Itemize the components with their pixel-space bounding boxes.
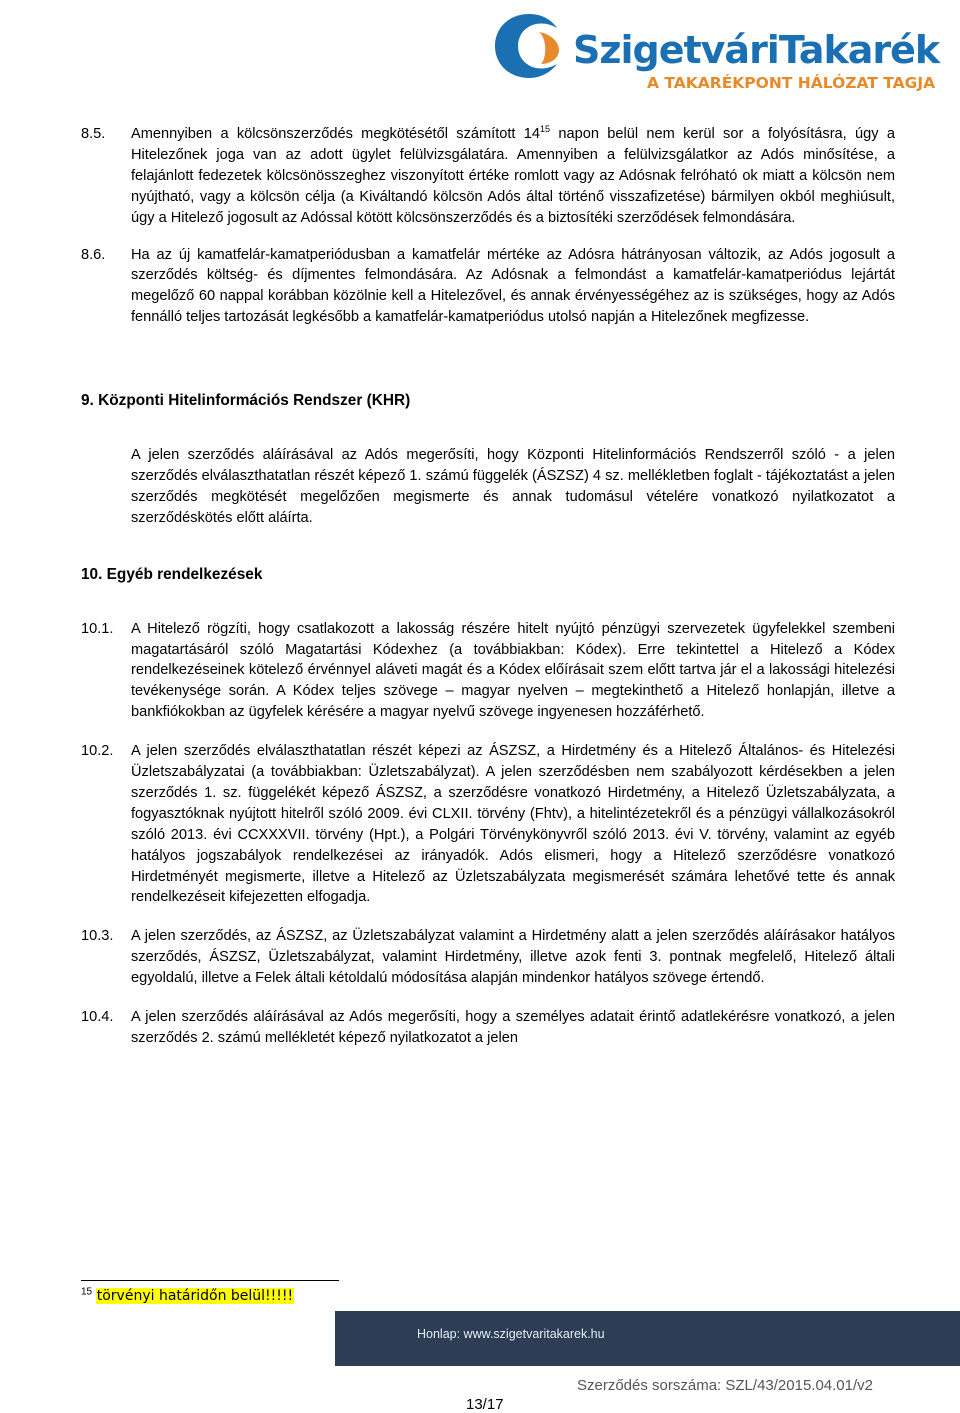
contract-reference: Szerződés sorszáma: SZL/43/2015.04.01/v2 xyxy=(577,1377,874,1394)
section-10-3 xyxy=(81,926,895,989)
section-text-part: Amennyiben a kölcsönszerződés megkötésétől számított 14 xyxy=(131,126,541,142)
brand-tagline: A TAKARÉKPONT HÁLÓZAT TAGJA xyxy=(647,74,936,92)
section-text: A jelen szerződés, az ÁSZSZ, az Üzletszabályzat valamint a Hirdetmény alatt a jelen szerződés aláírásakor hatályos szerződés, ÁSZSZ, Üzletszabályzat, valamint Hirdetmény, illetve azok fenti 3. pontnak megfelelő, Hitelező általi egyoldalú, illetve a Felek általi kétoldalú módosítása alapján mindenkor hatályos szövege értendő. xyxy=(131,928,895,987)
footnote xyxy=(81,1288,294,1304)
section-number: 10.4. xyxy=(81,1009,114,1026)
brand-logo xyxy=(485,8,955,96)
brand-name: SzigetváriTakarék xyxy=(573,28,940,72)
section-text: Ha az új kamatfelár-kamatperiódusban a kamatfelár mértéke az Adósra hátrányosan változik, az Adós jogosult a szerződés költség- és díjmentes felmondására. Az Adósnak a felmondást a kamatfelár-kamatperiódus lejártát megelőző 60 nappal korábban közölnie kell a Hitelezővel, és annak érvényességéhez az is szükséges, hogy az Adós fennálló teljes tartozását legkésőbb a kamatfelár-kamatperiódus utolsó napján a Hitelezőnek megfizesse. xyxy=(131,246,895,326)
brand-swoosh-icon xyxy=(485,8,577,88)
section-8-6 xyxy=(81,245,895,329)
section-number: 10.2. xyxy=(81,743,114,760)
page-number: 13/17 xyxy=(466,1396,504,1413)
section-text: A jelen szerződés elválaszthatatlan részét képezi az ÁSZSZ, a Hirdetmény és a Hitelező Általános- és Hitelezési Üzletszabályzatai (a továbbiakban: Üzletszabályzat). A jelen szerződésben nem szabályozott kérdésekben a jelen szerződés 1. sz. függelékét képező ÁSZSZ, a szerződésre vonatkozó Hirdetmény, a Hitelező Üzletszabályzata, a fogyasztóknak nyújtott hitelről szóló 2009. évi CLXII. törvény (Fhtv), a hitelintézetekről és a pénzügyi vállalkozásokról szóló 2013. évi CCXXXVII. törvény (Hpt.), a Polgári Törvénykönyvről szóló 2013. évi V. törvény, valamint az egyéb hatályos jogszabályok rendelkezései az irányadók. Adós elismeri, hogy a Hitelező szerződésre vonatkozó Hirdetményét megismerte, illetve a Hitelező az Üzletszabályzata megismerését számára lehetővé tette és annak rendelkezéseit kifejezetten elfogadja. xyxy=(131,743,895,906)
footnote-number: 15 xyxy=(81,1286,93,1298)
paragraph-9: A jelen szerződés aláírásával az Adós megerősíti, hogy Központi Hitelinformációs Rendszerről szóló - a jelen szerződés elválaszthatatlan részét képező 1. számú függelék (ÁSZSZ) 4 sz. mellékletben foglalt - tájékoztatást a jelen szerződés megkötését megelőzően megismerte és annak tudomásul vételére vonatkozó nyilatkozatot a szerződéskötés előtt aláírta. xyxy=(131,447,895,526)
footer-bar xyxy=(335,1311,960,1366)
section-10-1 xyxy=(81,619,895,724)
footnote-ref: 15 xyxy=(540,124,551,135)
section-text-part: napon belül nem kerül sor a folyósításra, úgy a Hitelezőnek joga van az adott ügylet felülvizsgálatára. Amennyiben a felülvizsgálatkor az Adós minősítése, a felajánlott fedezetek kölcsönösszeghez viszonyított értéke romlott vagy az Adósnak felróható ok miatt a kölcsön nem nyújtható, vagy a kölcsön célja (a Kiváltandó kölcsön Adós által történő visszafizetése) bármilyen okból meghiúsult, úgy a Hitelező jogosult az Adóssal kötött kölcsönszerződés és a biztosítéki szerződések felmondására. xyxy=(131,126,895,226)
footnote-divider xyxy=(81,1280,339,1281)
document-body xyxy=(81,124,895,1049)
section-8-5 xyxy=(81,124,895,229)
section-number: 8.6. xyxy=(81,246,106,263)
section-10-2 xyxy=(81,741,895,908)
section-number: 8.5. xyxy=(81,126,106,142)
section-text: A Hitelező rögzíti, hogy csatlakozott a lakosság részére hitelt nyújtó pénzügyi szervezetek ügyfelekkel szembeni magatartásáról szóló Magatartási Kódexhez (a továbbiakban: Kódex). Erre tekintettel a Hitelező a Kódex rendelkezéseinek kötelező érvénnyel aláveti magát és a Kódex előírásait szem előtt tartva jár el a lakossági hitelezési tevékenysége során. A Kódex teljes szövege – magyar nyelven – megtekinthető a Hitelező honlapján, illetve a bankfiókokban az ügyfelek kérésére a magyar nyelvű szövege ingyenesen hozzáférhető. xyxy=(131,620,895,721)
section-number: 10.1. xyxy=(81,620,114,637)
heading-10: 10. Egyéb rendelkezések xyxy=(81,565,263,583)
footnote-text: törvényi határidőn belül!!!!! xyxy=(96,1288,294,1304)
section-text xyxy=(131,124,895,229)
heading-9: 9. Központi Hitelinformációs Rendszer (KHR) xyxy=(81,392,411,410)
section-text: A jelen szerződés aláírásával az Adós megerősíti, hogy a személyes adatait érintő adatlekérésre vonatkozó, a jelen szerződés 2. számú mellékletét képező nyilatkozatot a jelen xyxy=(131,1009,895,1046)
section-10-4 xyxy=(81,1007,895,1049)
footer-website: Honlap: www.szigetvaritakarek.hu xyxy=(417,1327,605,1341)
section-number: 10.3. xyxy=(81,928,114,945)
